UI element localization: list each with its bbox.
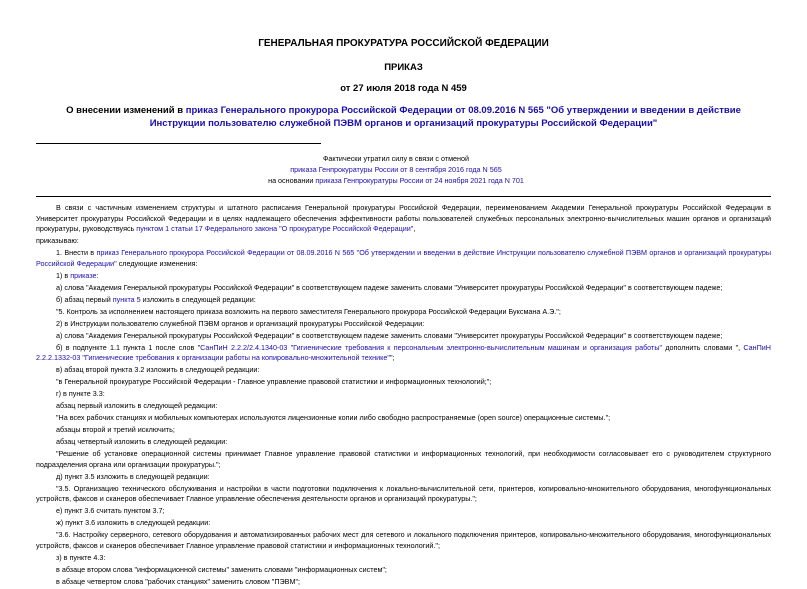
paragraph: "На всех рабочих станциях и мобильных компьютерах используются лицензионные копии либо свободно распространяемые (open source) операционные системы."; (56, 413, 611, 422)
document-title (36, 104, 771, 130)
paragraph: з) в пункте 4.3: (56, 552, 106, 562)
document-body (36, 203, 771, 587)
paragraph-text: б) абзац первый (56, 294, 113, 304)
paragraph: приказываю: (36, 236, 79, 245)
paragraph: г) в пункте 3.3: (56, 389, 105, 398)
paragraph: а) слова "Академия Генеральной прокуратуры Российской Федерации" в соответствующем падеже заменить словами "Университет прокуратуры Российской Федерации" в соответствующем падеже; (56, 282, 723, 292)
paragraph: в) абзац второй пункта 3.2 изложить в следующей редакции: (56, 365, 260, 374)
title-prefix: О внесении изменений в (66, 105, 186, 116)
paragraph (36, 295, 771, 306)
paragraph-text: следующие изменения: (116, 258, 198, 268)
paragraph: "5. Контроль за исполнением настоящего приказа возложить на первого заместителя Генерального прокурора Российской Федерации Буксмана А.Э."; (56, 306, 561, 316)
org-heading: ГЕНЕРАЛЬНАЯ ПРОКУРАТУРА РОССИЙСКОЙ ФЕДЕРАЦИИ (258, 38, 549, 49)
paragraph: 2) в Инструкции пользователю служебной ПЭВМ органов и организаций прокуратуры Российской Федерации: (56, 318, 425, 328)
title-link[interactable]: приказ Генерального прокурора Российской Федерации от 08.09.2016 N 565 "Об утверждении и введении в действие Инструкции пользователю служебной ПЭВМ органов и организаций прокуратуры Российской Федерации" (149, 105, 741, 129)
paragraph (36, 343, 771, 364)
paragraph-text: дополнить словами ", (662, 342, 744, 352)
title-separator (36, 143, 321, 144)
status-note-line1: Фактически утратил силу в связи с отменой (322, 154, 470, 163)
paragraph: д) пункт 3.5 изложить в следующей редакции: (56, 471, 210, 481)
paragraph: "Решение об установке операционной системы принимает Главное управление правовой статистики и информационных технологий, при необходимости согласовывает его с руководителем структурного подразделения органа или организации прокуратуры."; (36, 449, 771, 469)
paragraph-text: В связи с частичным изменением структуры и штатного расписания Генеральной прокуратуры Российской Федерации, переименованием Академии Генеральной прокуратуры Российской Федерации в Университет прокуратуры Российской Федерации и в целях надлежащего обеспечения эффективности работы пользователей служебных персональных электронно-вычислительных машин органов и организаций прокуратуры, руководствуясь (36, 203, 771, 233)
document-page (36, 0, 771, 589)
status-note-line3-link[interactable]: приказа Генпрокуратуры России от 24 ноября 2021 года N 701 (315, 176, 524, 185)
sanpin-1332-link[interactable]: СанПиН 2.2.2.1332-03 "Гигиенические требования к организации работы на копировально-множительной технике" (36, 342, 772, 362)
paragraph-text: 1. Внести в (56, 248, 97, 257)
paragraph: а) слова "Академия Генеральной прокуратуры Российской Федерации" в соответствующем падеже заменить словами "Университет прокуратуры Российской Федерации" в соответствующем падеже; (56, 330, 723, 340)
doc-date-number: от 27 июля 2018 года N 459 (340, 83, 467, 94)
doc-type-heading: ПРИКАЗ (384, 62, 423, 73)
point-5-link[interactable]: пункта 5 (112, 294, 141, 304)
paragraph: в абзаце четвертом слова "рабочих станциях" заменить словом "ПЭВМ"; (56, 576, 300, 586)
paragraph-text: , (413, 224, 416, 233)
order-link[interactable]: приказе (70, 270, 97, 280)
paragraph: абзацы второй и третий исключить; (56, 425, 175, 434)
paragraph: абзац четвертый изложить в следующей редакции: (56, 437, 228, 446)
paragraph: абзац первый изложить в следующей редакции: (56, 401, 218, 410)
status-note-line3 (146, 175, 646, 186)
status-note-line2-link[interactable]: приказа Генпрокуратуры России от 8 сентября 2016 года N 565 (290, 165, 502, 174)
paragraph (36, 271, 771, 282)
paragraph-text: б) в подпункте 1.1 пункта 1 после слов " (56, 342, 201, 352)
status-note (146, 153, 646, 186)
note-separator (36, 196, 771, 197)
paragraph-text: "; (389, 353, 395, 362)
paragraph: е) пункт 3.6 считать пунктом 3.7; (56, 506, 165, 515)
sanpin-1340-link[interactable]: СанПиН 2.2.2/2.4.1340-03 "Гигиенические требования к персональным электронно-вычислительным машинам и организация работы" (200, 342, 663, 352)
paragraph-text: : (96, 270, 99, 280)
law-article-link[interactable]: пунктом 1 статьи 17 Федерального закона "О прокуратуре Российской Федерации" (136, 224, 414, 233)
order-565-link[interactable]: приказ Генерального прокурора Российской Федерации от 08.09.2016 N 565 "Об утверждении и введении в действие Инструкции пользователю служебной ПЭВМ органов и организаций прокуратуры Российской Федерации" (36, 248, 771, 268)
status-note-line3-text: на основании (268, 176, 316, 185)
paragraph (36, 248, 771, 269)
paragraph: "3.6. Настройку серверного, сетевого оборудования и автоматизированных рабочих мест для сетевого и локального подключения принтеров, копировально-множительного оборудования, многофункциональных устройств, факсов и сканеров обеспечивает Главное управление правовой статистики и информационных технологий."; (36, 530, 771, 550)
paragraph: "3.5. Организацию технического обслуживания и настройки в части подготовки подключения к локально-вычислительной сети, принтеров, копировально-множительного оборудования, многофункциональных устройств, факсов и сканеров обеспечивает Главное управление обеспечения деятельности органов и организаций прокуратуры."; (36, 483, 771, 503)
paragraph: ж) пункт 3.6 изложить в следующей редакции: (56, 518, 211, 527)
paragraph: в абзаце втором слова "информационной системы" заменить словами "информационных систем"; (56, 564, 387, 574)
paragraph-text: изложить в следующей редакции: (140, 294, 256, 304)
paragraph (36, 203, 771, 235)
paragraph-text: 1) в (56, 270, 71, 280)
paragraph: "в Генеральной прокуратуре Российской Федерации - Главное управление правовой статистики и информационных технологий;"; (56, 377, 492, 386)
